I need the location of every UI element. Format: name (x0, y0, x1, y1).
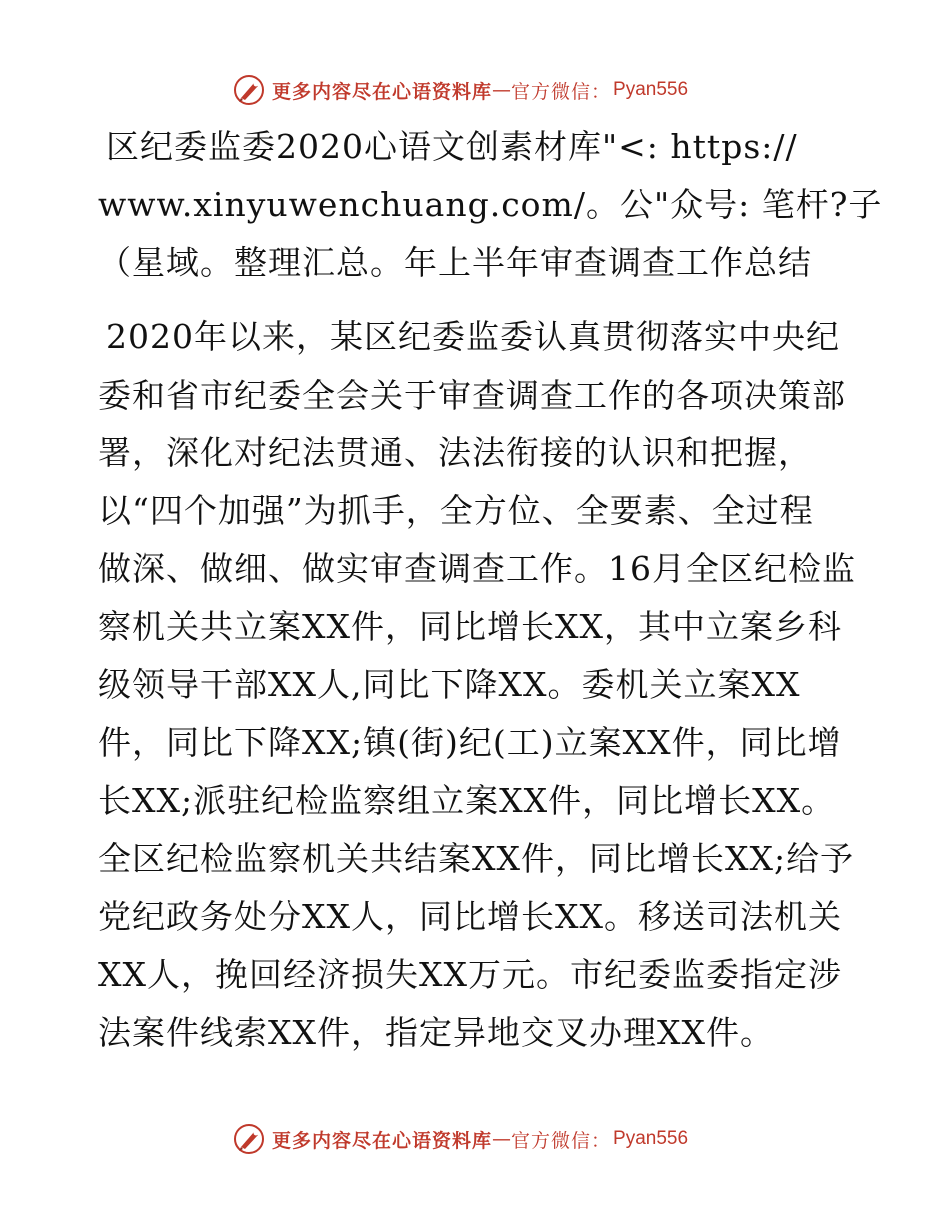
text-line: 委和省市纪委全会关于审查调查工作的各项决策部 (98, 376, 846, 415)
banner-separator: — (492, 79, 512, 101)
banner-wechat-id: Pyan556 (613, 79, 689, 100)
footer-banner (232, 1121, 688, 1157)
text-line: 2020年以来，某区纪委监委认真贯彻落实中央纪 (106, 317, 840, 356)
text-line: 件，同比下降XX;镇(街)纪(工)立案XX件，同比增 (98, 723, 842, 762)
banner-official-label: 官方微信： (511, 1129, 612, 1152)
banner-official-label: 官方微信： (511, 80, 612, 103)
text-line: 级领导干部XX人,同比下降XX。委机关立案XX (98, 665, 801, 704)
text-line: 察机关共立案XX件，同比增长XX，其中立案乡科 (98, 607, 842, 646)
text-line: www.xinyuwenchuang.com/。公"众号: 笔杆?子 (98, 185, 883, 224)
text-line: 署，深化对纪法贯通、法法衔接的认识和把握， (98, 433, 812, 472)
quill-pen-logo-icon (232, 1122, 266, 1156)
banner-brand-text: 更多内容尽在心语资料库 (272, 80, 493, 103)
text-line: 党纪政务处分XX人，同比增长XX。移送司法机关 (98, 897, 842, 936)
text-line: 区纪委监委2020心语文创素材库"<: https:// (106, 127, 798, 166)
banner-separator: — (492, 1128, 512, 1150)
text-line: 法案件线索XX件，指定异地交叉办理XX件。 (98, 1013, 774, 1052)
text-line: 全区纪检监察机关共结案XX件，同比增长XX;给予 (98, 839, 855, 878)
text-line: 做深、做细、做实审查调查工作。16月全区纪检监 (98, 549, 856, 588)
text-line: XX人，挽回经济损失XX万元。市纪委监委指定涉 (98, 955, 842, 994)
text-line: 长XX;派驻纪检监察组立案XX件，同比增长XX。 (98, 781, 836, 820)
text-line: 以“四个加强”为抓手，全方位、全要素、全过程 (98, 491, 814, 530)
text-line: （星域。整理汇总。年上半年审查调查工作总结 (98, 243, 812, 282)
quill-pen-logo-icon (232, 73, 266, 107)
header-banner (232, 72, 688, 108)
banner-wechat-id: Pyan556 (613, 1128, 689, 1149)
banner-brand-text: 更多内容尽在心语资料库 (272, 1129, 493, 1152)
